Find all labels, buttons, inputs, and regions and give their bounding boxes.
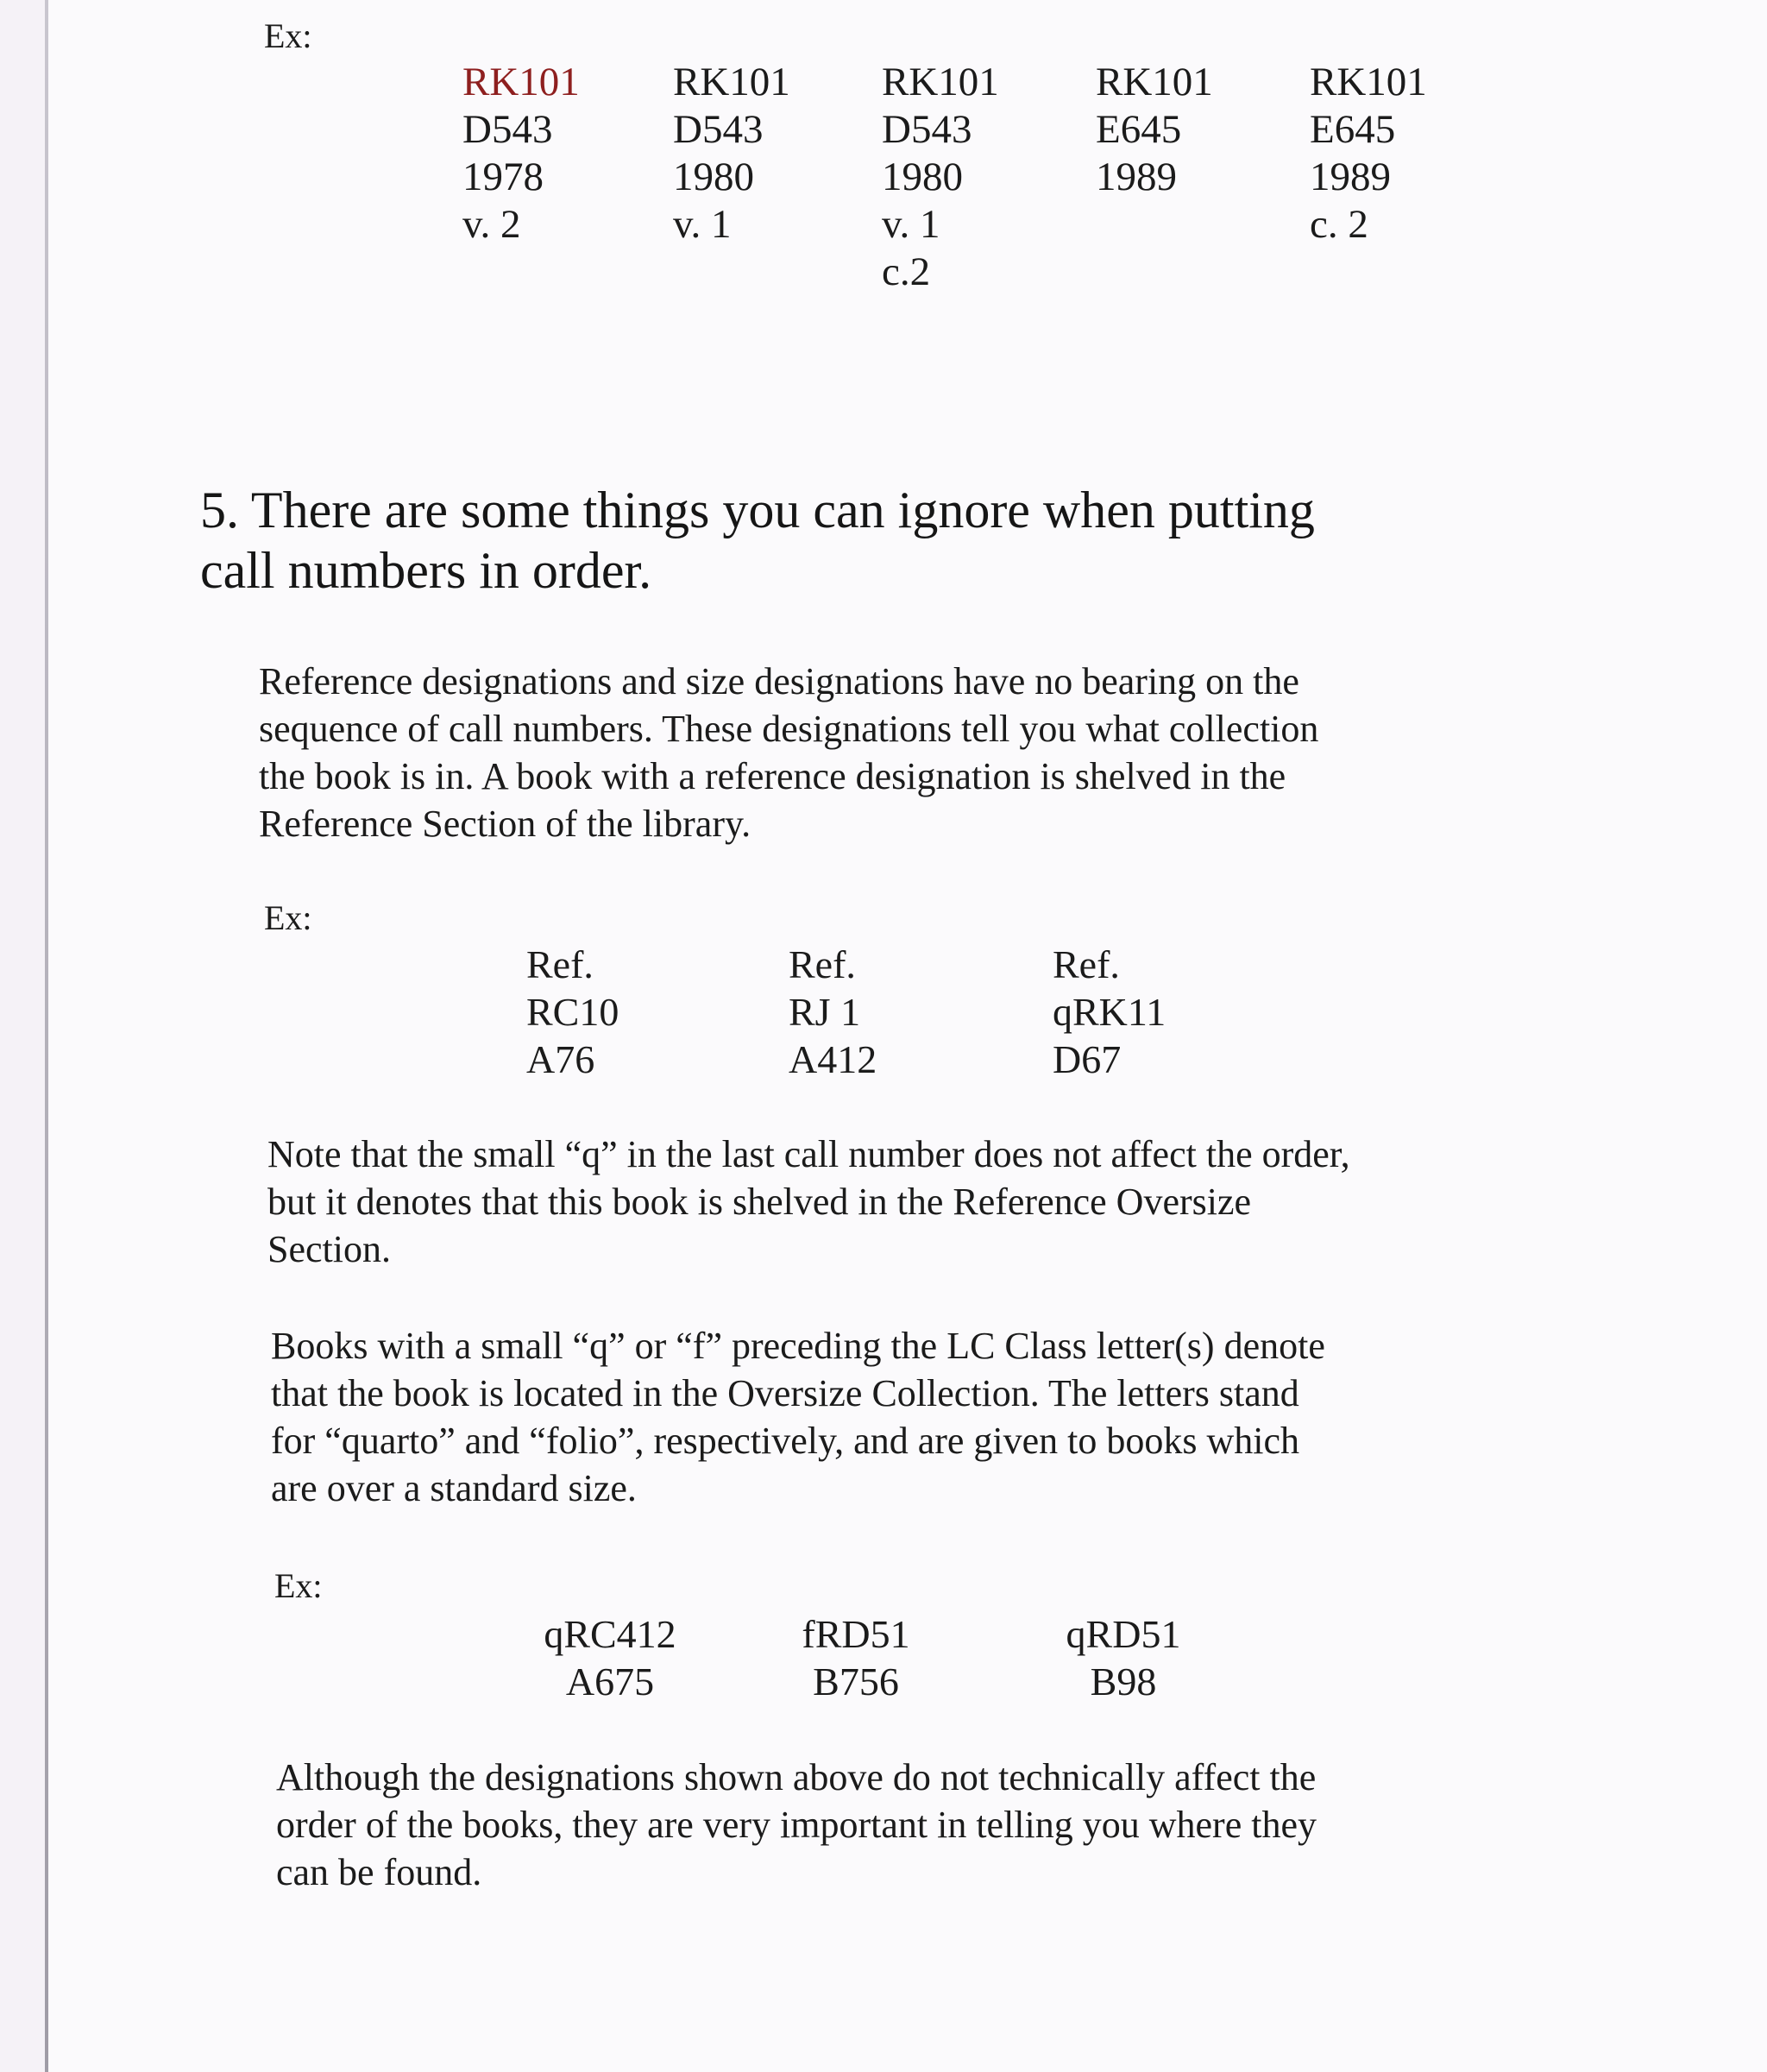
call-number-class: RC10	[526, 990, 619, 1034]
call-number-volume: v. 1	[673, 202, 732, 247]
call-number-class: RK101	[882, 60, 999, 104]
paragraph-line: but it denotes that this book is shelved in the Reference Oversize	[267, 1181, 1252, 1223]
paragraph-line: Although the designations shown above do not technically affect the	[276, 1756, 1317, 1798]
paragraph-line: are over a standard size.	[271, 1467, 637, 1509]
call-number-year: 1980	[882, 154, 963, 199]
heading-line: 5. There are some things you can ignore when putting	[200, 482, 1315, 538]
call-number-1	[462, 59, 580, 249]
call-number-cutter: B98	[1090, 1659, 1157, 1704]
call-number-cutter: E645	[1096, 107, 1182, 152]
call-number-cutter: A675	[565, 1659, 655, 1704]
call-number-year: 1989	[1096, 154, 1177, 199]
call-number-year: 1980	[673, 154, 754, 199]
paragraph-line: order of the books, they are very important in telling you where they	[276, 1804, 1317, 1846]
paragraph-line: that the book is located in the Oversize Collection. The letters stand	[271, 1372, 1299, 1414]
call-number-volume: v. 2	[462, 202, 521, 247]
reference-call-number-3	[1053, 941, 1166, 1083]
heading-line: call numbers in order.	[200, 542, 652, 599]
call-number-class: qRK11	[1053, 990, 1166, 1034]
call-number-class: fRD51	[802, 1612, 910, 1656]
call-number-class: qRD51	[1066, 1612, 1181, 1656]
call-number-class: RK101	[1096, 60, 1213, 104]
paragraph-line: for “quarto” and “folio”, respectively, and are given to books which	[271, 1420, 1300, 1462]
call-number-class: RK101	[462, 60, 580, 104]
example-2-label: Ex:	[264, 898, 312, 937]
call-number-cutter: D543	[462, 107, 553, 152]
oversize-call-number-1	[537, 1610, 683, 1705]
call-number-3	[882, 59, 999, 296]
oversize-call-number-2	[797, 1610, 915, 1705]
call-number-cutter: D67	[1053, 1037, 1122, 1081]
reference-designations-paragraph	[259, 658, 1318, 847]
designations-importance-paragraph	[276, 1754, 1317, 1896]
example-1-label: Ex:	[264, 16, 312, 55]
paragraph-line: the book is in. A book with a reference designation is shelved in the	[259, 755, 1286, 797]
call-number-year: 1978	[462, 154, 544, 199]
section-5-heading	[200, 480, 1546, 601]
call-number-cutter: A76	[526, 1037, 595, 1081]
call-number-cutter: D543	[673, 107, 764, 152]
call-number-4	[1096, 59, 1213, 201]
reference-designation: Ref.	[526, 942, 594, 986]
paragraph-line: Reference designations and size designations have no bearing on the	[259, 660, 1299, 702]
reference-designation: Ref.	[1053, 942, 1120, 986]
call-number-class: RJ 1	[789, 990, 861, 1034]
call-number-copy: c. 2	[1310, 202, 1368, 247]
call-number-class: RK101	[1310, 60, 1427, 104]
paragraph-line: sequence of call numbers. These designations tell you what collection	[259, 708, 1319, 750]
example-3-label: Ex:	[274, 1566, 323, 1605]
paragraph-line: Note that the small “q” in the last call number does not affect the order,	[267, 1133, 1350, 1175]
paragraph-line: can be found.	[276, 1851, 482, 1893]
paragraph-line: Section.	[267, 1228, 391, 1270]
reference-call-number-2	[789, 941, 877, 1083]
call-number-class: qRC412	[544, 1612, 676, 1656]
call-number-cutter: A412	[789, 1037, 877, 1081]
reference-designation: Ref.	[789, 942, 856, 986]
call-number-cutter: E645	[1310, 107, 1396, 152]
call-number-copy: c.2	[882, 249, 931, 294]
call-number-cutter: B756	[813, 1659, 899, 1704]
call-number-2	[673, 59, 790, 249]
paragraph-line: Books with a small “q” or “f” preceding the LC Class letter(s) denote	[271, 1325, 1325, 1367]
call-number-5	[1310, 59, 1427, 249]
call-number-year: 1989	[1310, 154, 1391, 199]
oversize-note-paragraph	[267, 1130, 1350, 1273]
oversize-call-number-3	[1063, 1610, 1184, 1705]
call-number-class: RK101	[673, 60, 790, 104]
paragraph-line: Reference Section of the library.	[259, 803, 751, 845]
oversize-collection-paragraph	[271, 1322, 1325, 1512]
call-number-volume: v. 1	[882, 202, 940, 247]
reference-call-number-1	[526, 941, 619, 1083]
call-number-cutter: D543	[882, 107, 972, 152]
